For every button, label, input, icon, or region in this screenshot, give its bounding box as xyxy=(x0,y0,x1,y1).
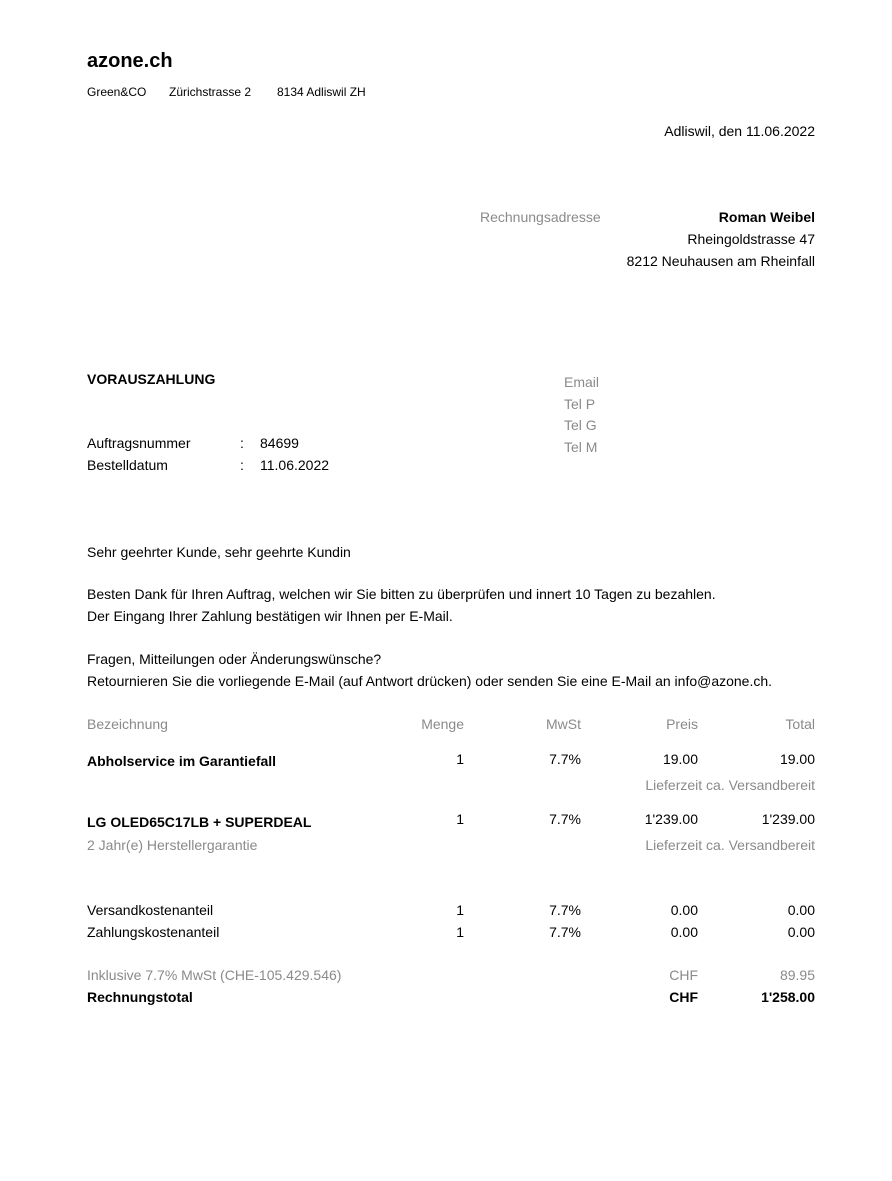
table-row-delivery: Lieferzeit ca. Versandbereit xyxy=(645,777,815,793)
letter-salutation: Sehr geehrter Kunde, sehr geehrte Kundin xyxy=(87,544,351,560)
grand-total-amount: 1'258.00 xyxy=(761,989,815,1005)
table-row-total: 1'239.00 xyxy=(761,811,815,827)
letter-line-2: Der Eingang Ihrer Zahlung bestätigen wir Ihnen per E-Mail. xyxy=(87,608,453,624)
fee-row-qty: 1 xyxy=(456,902,464,918)
grand-total-label: Rechnungstotal xyxy=(87,989,193,1005)
contact-tel-m-label: Tel M xyxy=(564,439,598,455)
table-row-price: 19.00 xyxy=(662,751,698,767)
contact-tel-g-label: Tel G xyxy=(564,417,597,433)
table-row-price: 1'239.00 xyxy=(644,811,698,827)
order-number-colon: : xyxy=(240,435,244,451)
table-row-qty: 1 xyxy=(456,751,464,767)
billing-street: Rheingoldstrasse 47 xyxy=(687,231,815,247)
grand-total-currency: CHF xyxy=(669,989,698,1005)
contact-tel-p-label: Tel P xyxy=(564,396,596,412)
table-row-vat: 7.7% xyxy=(549,811,581,827)
billing-address-label: Rechnungsadresse xyxy=(480,209,601,225)
fee-row-name: Zahlungskostenanteil xyxy=(87,924,220,940)
table-row-delivery: Lieferzeit ca. Versandbereit xyxy=(645,837,815,853)
order-date-label: Bestelldatum xyxy=(87,457,168,473)
letter-line-1: Besten Dank für Ihren Auftrag, welchen wir Sie bitten zu überprüfen und innert 10 Tagen zu bezahlen. xyxy=(87,586,716,602)
fee-row-qty: 1 xyxy=(456,924,464,940)
order-date-colon: : xyxy=(240,457,244,473)
order-number-label: Auftragsnummer xyxy=(87,435,191,451)
payment-method-title: VORAUSZAHLUNG xyxy=(87,371,216,387)
letter-line-4: Retournieren Sie die vorliegende E-Mail (auf Antwort drücken) oder senden Sie eine E-Mail an info@azone.ch. xyxy=(87,673,773,689)
vat-amount: 89.95 xyxy=(779,967,815,983)
fee-row-price: 0.00 xyxy=(670,924,698,940)
table-row-note: 2 Jahr(e) Herstellergarantie xyxy=(87,837,258,853)
letter-line-3: Fragen, Mitteilungen oder Änderungswünsche? xyxy=(87,651,382,667)
fee-row-total: 0.00 xyxy=(787,902,815,918)
company-logo-text: azone.ch xyxy=(87,50,173,72)
company-name: Green&CO xyxy=(87,85,147,99)
vat-included-label: Inklusive 7.7% MwSt (CHE-105.429.546) xyxy=(87,967,342,983)
order-date-value: 11.06.2022 xyxy=(260,457,330,473)
table-row-qty: 1 xyxy=(456,811,464,827)
fee-row-price: 0.00 xyxy=(670,902,698,918)
fee-row-vat: 7.7% xyxy=(549,924,581,940)
table-row-name: LG OLED65C17LB + SUPERDEAL xyxy=(87,814,312,830)
company-city: 8134 Adliswil ZH xyxy=(277,85,366,99)
table-row-name: Abholservice im Garantiefall xyxy=(87,753,277,769)
billing-city: 8212 Neuhausen am Rheinfall xyxy=(626,253,815,269)
table-header-qty: Menge xyxy=(421,716,464,732)
table-header-price: Preis xyxy=(666,716,698,732)
table-header-vat: MwSt xyxy=(546,716,581,732)
company-street: Zürichstrasse 2 xyxy=(169,85,252,99)
document-date: Adliswil, den 11.06.2022 xyxy=(664,123,815,139)
fee-row-total: 0.00 xyxy=(787,924,815,940)
order-number-value: 84699 xyxy=(260,435,299,451)
table-header-name: Bezeichnung xyxy=(87,716,168,732)
table-row-vat: 7.7% xyxy=(549,751,581,767)
vat-currency: CHF xyxy=(669,967,698,983)
table-header-total: Total xyxy=(785,716,815,732)
fee-row-vat: 7.7% xyxy=(549,902,581,918)
contact-email-label: Email xyxy=(564,374,600,390)
table-row-total: 19.00 xyxy=(779,751,815,767)
fee-row-name: Versandkostenanteil xyxy=(87,902,214,918)
billing-name: Roman Weibel xyxy=(718,209,815,225)
